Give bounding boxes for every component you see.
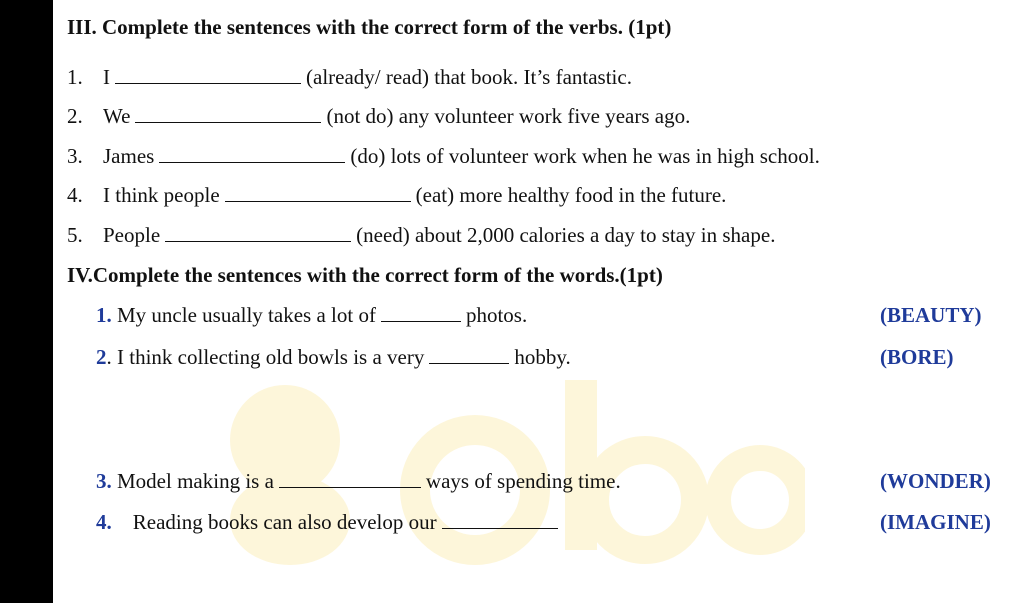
question-text-after: (do) lots of volunteer work when he was in high school. <box>350 144 820 168</box>
left-black-bar <box>0 0 53 603</box>
question-number: 1. <box>96 303 112 327</box>
question-number: 4. <box>67 183 83 207</box>
section-4-heading: IV.Complete the sentences with the correct form of the words.(1pt) <box>67 263 663 287</box>
question-text-before: People <box>103 223 161 247</box>
answer-blank[interactable] <box>225 200 411 202</box>
verb-question-5 <box>67 223 775 248</box>
word-question-3 <box>96 469 621 494</box>
question-text-before: . I think collecting old bowls is a very <box>106 345 425 369</box>
question-text-after: ways of spending time. <box>425 469 621 493</box>
answer-blank[interactable] <box>279 486 421 488</box>
question-number: 2 <box>96 345 107 369</box>
question-number: 3. <box>96 469 112 493</box>
question-number: 1. <box>67 65 83 89</box>
word-question-2 <box>96 345 571 370</box>
watermark-letter-2 <box>565 380 597 550</box>
watermark-letter-4 <box>718 458 802 542</box>
word-hint-3: (WONDER) <box>880 469 991 493</box>
verb-question-1 <box>67 65 632 90</box>
section-3-heading: III. Complete the sentences with the correct form of the verbs. (1pt) <box>67 15 672 39</box>
answer-blank[interactable] <box>135 121 321 123</box>
question-number: 2. <box>67 104 83 128</box>
question-text-before: We <box>103 104 131 128</box>
word-question-1 <box>96 303 527 328</box>
question-text-after: (eat) more healthy food in the future. <box>415 183 727 207</box>
answer-blank[interactable] <box>165 240 351 242</box>
question-text-after: hobby. <box>514 345 571 369</box>
word-hint-4: (IMAGINE) <box>880 510 991 534</box>
question-text-before: Reading books can also develop our <box>132 510 437 534</box>
question-text-before: James <box>103 144 155 168</box>
question-text-after: (need) about 2,000 calories a day to stay in shape. <box>356 223 776 247</box>
word-hint-2: (BORE) <box>880 345 954 369</box>
watermark-letter-3 <box>595 450 695 550</box>
question-text-before: Model making is a <box>117 469 274 493</box>
question-text-before: I <box>103 65 110 89</box>
verb-question-2 <box>67 104 690 129</box>
word-hint-1: (BEAUTY) <box>880 303 982 327</box>
question-number: 5. <box>67 223 83 247</box>
answer-blank[interactable] <box>442 527 558 529</box>
answer-blank[interactable] <box>115 82 301 84</box>
answer-blank[interactable] <box>381 320 461 322</box>
verb-question-3 <box>67 144 820 169</box>
question-text-after: photos. <box>465 303 528 327</box>
answer-blank[interactable] <box>429 362 509 364</box>
verb-question-4 <box>67 183 726 208</box>
question-number: 3. <box>67 144 83 168</box>
word-question-4 <box>96 510 563 535</box>
question-number: 4. <box>96 510 112 534</box>
answer-blank[interactable] <box>159 161 345 163</box>
question-text-before: I think people <box>103 183 220 207</box>
question-text-after: (not do) any volunteer work five years ago. <box>326 104 691 128</box>
question-text-before: My uncle usually takes a lot of <box>117 303 376 327</box>
question-text-after: (already/ read) that book. It’s fantastic. <box>306 65 632 89</box>
